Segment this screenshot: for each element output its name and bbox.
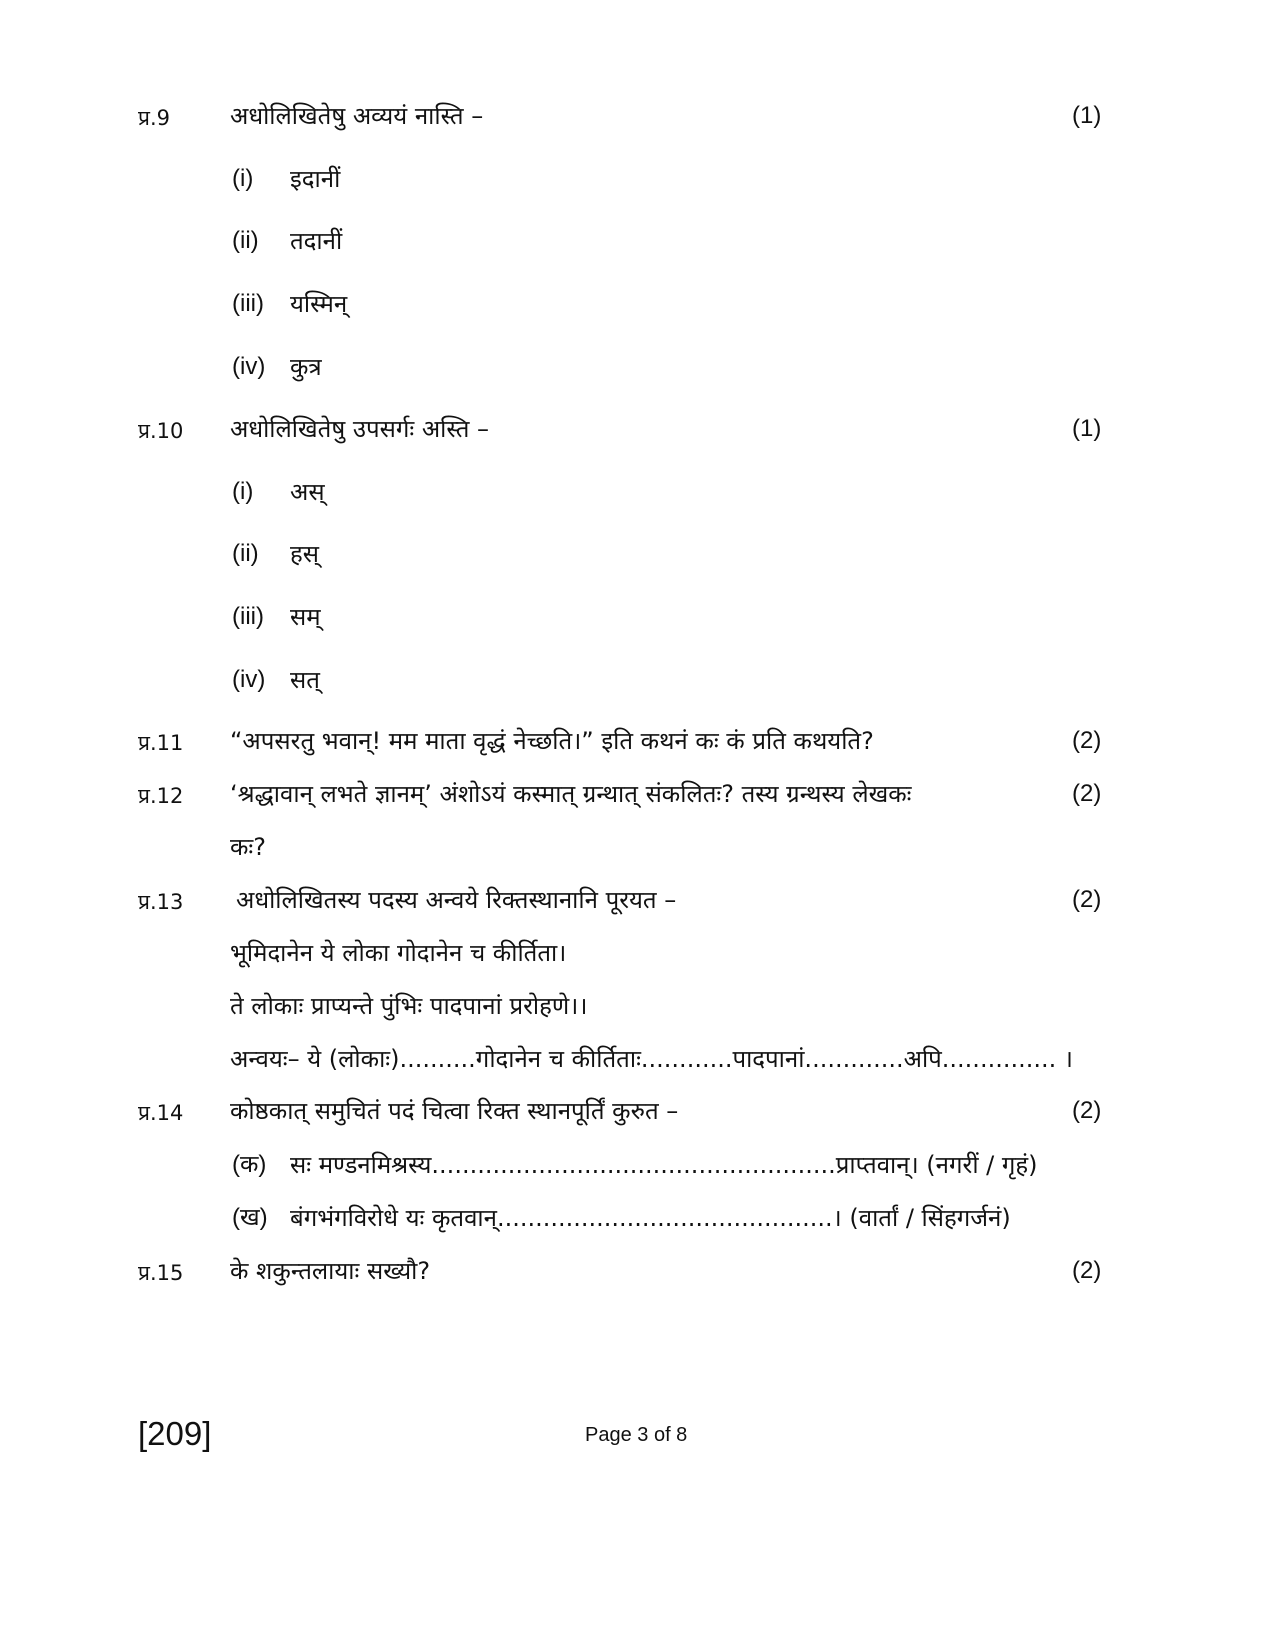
- question-number: प्र.15: [138, 1261, 184, 1285]
- option-text: कुत्र: [290, 353, 322, 381]
- option-text: बंगभंगविरोधे यः कृतवान्............................................। (वार्तां / सिंहगर्जनं): [290, 1204, 1011, 1232]
- question-marks: (1): [1072, 415, 1102, 442]
- question-text: अधोलिखितेषु उपसर्गः अस्ति –: [230, 415, 490, 443]
- question-number: प्र.9: [138, 106, 170, 130]
- option-label: (iv): [232, 353, 266, 380]
- verse-line: भूमिदानेन ये लोका गोदानेन च कीर्तिता।: [230, 939, 567, 967]
- question-text: अधोलिखितस्य पदस्य अन्वये रिक्तस्थानानि पूरयत –: [236, 886, 677, 914]
- question-text: ‘श्रद्धावान् लभते ज्ञानम्’ अंशोऽयं कस्मात् ग्रन्थात् संकलितः? तस्य ग्रन्थस्य लेखकः: [230, 780, 912, 808]
- option-text: इदानीं: [290, 165, 341, 193]
- question-marks: (2): [1072, 1257, 1102, 1284]
- option-text: सत्: [290, 666, 320, 694]
- option-label: (iii): [232, 603, 264, 630]
- option-label: (iv): [232, 666, 266, 693]
- option-text: सम्: [290, 603, 321, 631]
- question-text: “अपसरतु भवान्! मम माता वृद्धं नेच्छति।” इति कथनं कः कं प्रति कथयति?: [230, 727, 874, 755]
- paper-code: [209]: [138, 1415, 212, 1452]
- question-text: के शकुन्तलायाः सख्यौ?: [230, 1257, 431, 1285]
- option-label: (i): [232, 478, 254, 505]
- anvaya-line: अन्वयः– ये (लोकाः)..........गोदानेन च कीर्तिताः............पादपानां.............अपि............... ।: [230, 1045, 1073, 1073]
- question-number: प्र.12: [138, 784, 184, 808]
- option-label: (ख): [232, 1204, 268, 1231]
- option-text: सः मण्डनमिश्रस्य.....................................................प्राप्तवान्। (नगरीं / गृहं): [290, 1151, 1038, 1179]
- question-number: प्र.10: [138, 419, 184, 443]
- question-number: प्र.13: [138, 890, 184, 914]
- question-marks: (2): [1072, 780, 1102, 807]
- verse-line: ते लोकाः प्राप्यन्ते पुंभिः पादपानां प्ररोहणे।।: [230, 992, 588, 1020]
- question-marks: (2): [1072, 886, 1102, 913]
- question-marks: (2): [1072, 727, 1102, 754]
- question-marks: (2): [1072, 1097, 1102, 1124]
- option-text: यस्मिन्: [290, 290, 348, 318]
- option-text: अस्: [290, 478, 325, 506]
- question-text: कोष्ठकात् समुचितं पदं चित्वा रिक्त स्थानपूर्तिं कुरुत –: [230, 1097, 679, 1125]
- option-label: (क): [232, 1151, 267, 1178]
- question-number: प्र.11: [138, 731, 184, 755]
- option-label: (i): [232, 165, 254, 192]
- question-marks: (1): [1072, 102, 1102, 129]
- question-text-continued: कः?: [230, 833, 267, 861]
- option-label: (iii): [232, 290, 264, 317]
- option-text: हस्: [290, 540, 319, 568]
- option-label: (ii): [232, 227, 259, 254]
- option-label: (ii): [232, 540, 259, 567]
- page-number: Page 3 of 8: [585, 1424, 688, 1446]
- question-text: अधोलिखितेषु अव्ययं नास्ति –: [230, 102, 484, 130]
- option-text: तदानीं: [290, 227, 343, 255]
- question-number: प्र.14: [138, 1101, 184, 1125]
